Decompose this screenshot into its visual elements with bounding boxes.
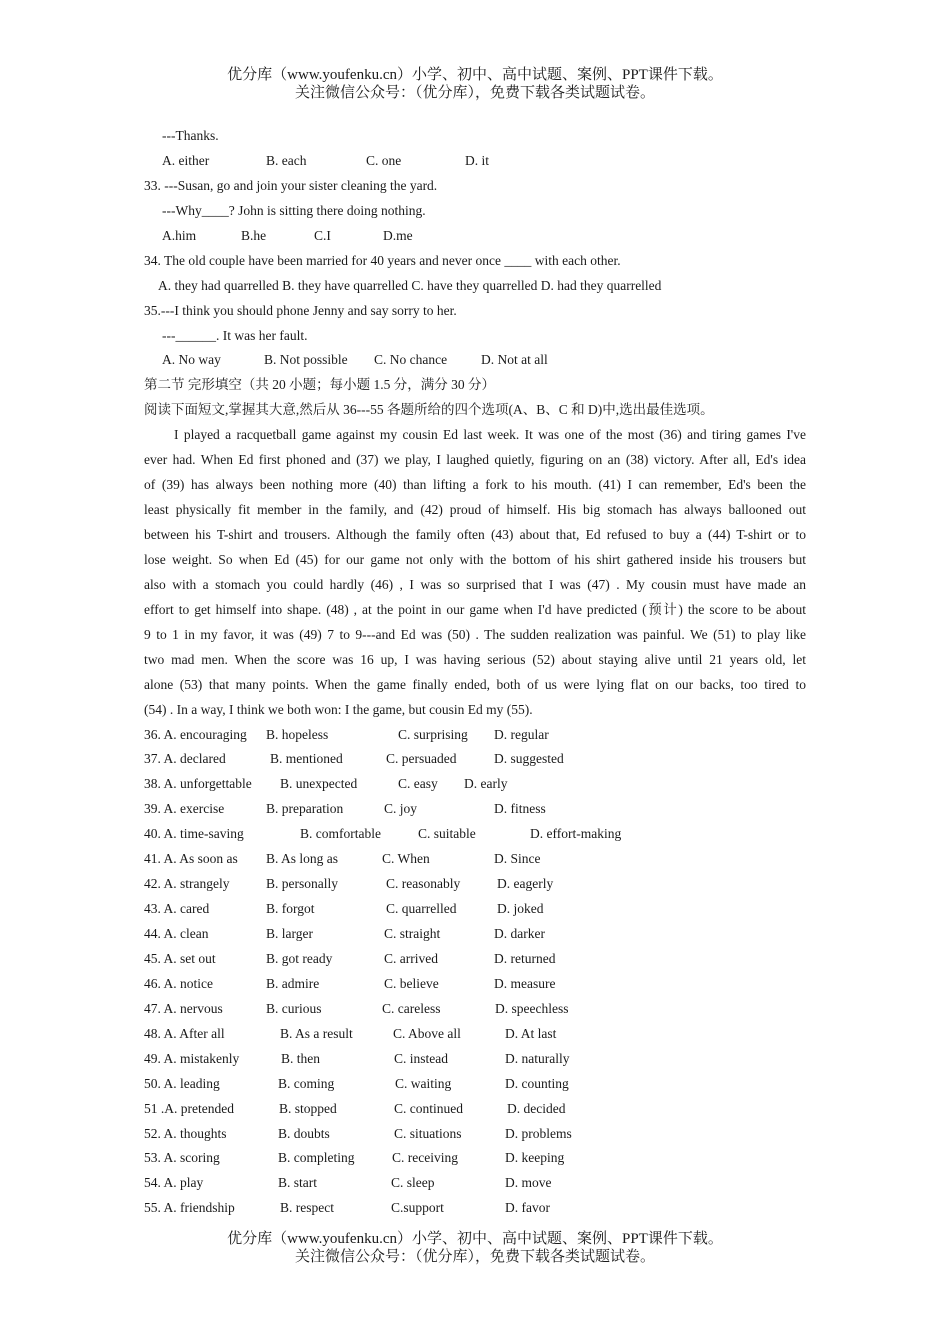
passage-line: also with a stomach you could hardly (46) , I was so surprised that I was (47) . My cousin must have made an bbox=[144, 576, 806, 592]
cloze-option-row bbox=[144, 897, 806, 922]
cloze-option-c: C. suitable bbox=[418, 826, 476, 842]
q35-reply: ---______. It was her fault. bbox=[162, 327, 308, 343]
cloze-option-b: B. respect bbox=[280, 1200, 334, 1216]
passage-line: two mad men. When the score was 16 up, I was having serious (52) about staying alive until 21 years old, let bbox=[144, 651, 806, 667]
passage-line: (54) . In a way, I think we both won: I the game, but cousin Ed my (55). bbox=[144, 701, 533, 717]
q35-option-d: D. Not at all bbox=[481, 352, 548, 368]
cloze-option-b: B. doubts bbox=[278, 1125, 330, 1141]
cloze-option-a: 52. A. thoughts bbox=[144, 1125, 227, 1141]
cloze-option-row bbox=[144, 1072, 806, 1097]
passage-line: lose weight. So when Ed (45) for our game not only with the bottom of his shirt gathered inside his trousers but bbox=[144, 551, 806, 567]
cloze-option-c: C. believe bbox=[384, 975, 439, 991]
cloze-option-c: C. Above all bbox=[393, 1025, 461, 1041]
section-instruction: 阅读下面短文,掌握其大意,然后从 36---55 各题所给的四个选项(A、B、C 和 D)中,选出最佳选项。 bbox=[144, 402, 714, 418]
cloze-option-d: D. keeping bbox=[505, 1150, 565, 1166]
cloze-option-b: B. coming bbox=[278, 1075, 335, 1091]
cloze-option-a: 38. A. unforgettable bbox=[144, 776, 252, 792]
cloze-option-row bbox=[144, 723, 806, 748]
q35-option-b: B. Not possible bbox=[264, 352, 348, 368]
cloze-option-b: B. completing bbox=[278, 1150, 355, 1166]
cloze-option-row bbox=[144, 822, 806, 847]
q34-options: A. they had quarrelled B. they have quarrelled C. have they quarrelled D. had they quarrelled bbox=[158, 277, 662, 293]
cloze-option-d: D. naturally bbox=[505, 1050, 570, 1066]
cloze-option-d: D. At last bbox=[505, 1025, 557, 1041]
cloze-option-b: B. hopeless bbox=[266, 726, 329, 742]
cloze-option-row bbox=[144, 1146, 806, 1171]
cloze-option-c: C. sleep bbox=[391, 1175, 435, 1191]
q32-option-b: B. each bbox=[266, 152, 307, 168]
q32-reply: ---Thanks. bbox=[162, 128, 219, 143]
footer-line-2: 关注微信公众号：（优分库），免费下载各类试题试卷。 bbox=[294, 1249, 655, 1265]
cloze-option-row bbox=[144, 1047, 806, 1072]
cloze-option-c: C. surprising bbox=[398, 726, 468, 742]
cloze-option-d: D. joked bbox=[497, 901, 544, 917]
q33-stem: 33. ---Susan, go and join your sister cleaning the yard. bbox=[144, 177, 438, 193]
cloze-option-b: B. forgot bbox=[266, 901, 315, 917]
cloze-option-c: C. joy bbox=[384, 801, 418, 817]
passage-line: I played a racquetball game against my cousin Ed last week. It was one of the most (36) and tiring games I've bbox=[174, 427, 806, 443]
cloze-option-a: 53. A. scoring bbox=[144, 1150, 220, 1166]
cloze-option-a: 55. A. friendship bbox=[144, 1200, 235, 1216]
cloze-option-b: B. As long as bbox=[266, 851, 339, 867]
cloze-option-c: C. persuaded bbox=[386, 751, 457, 767]
cloze-option-a: 47. A. nervous bbox=[144, 1000, 223, 1016]
header-line-2: 关注微信公众号：（优分库），免费下载各类试题试卷。 bbox=[294, 85, 655, 101]
q34-stem: 34. The old couple have been married for 40 years and never once ____ with each other. bbox=[144, 252, 621, 268]
cloze-option-d: D. early bbox=[464, 776, 508, 792]
cloze-passage bbox=[144, 423, 806, 722]
q32-option-c: C. one bbox=[366, 152, 402, 168]
footer-line-1: 优分库（www.youfenku.cn）小学、初中、高中试题、案例、PPT课件下载。 bbox=[227, 1231, 723, 1247]
cloze-option-row bbox=[144, 1097, 806, 1122]
cloze-option-row bbox=[144, 997, 806, 1022]
cloze-option-b: B. unexpected bbox=[280, 776, 358, 792]
passage-line: ever had. When Ed first phoned and (37) we play, I laughed quietly, figuring on an (38) victory. After all, Ed's idea bbox=[144, 452, 806, 468]
cloze-option-c: C. continued bbox=[394, 1100, 463, 1116]
cloze-option-d: D. counting bbox=[505, 1075, 569, 1091]
cloze-option-c: C. receiving bbox=[392, 1150, 458, 1166]
q33-option-a: A.him bbox=[162, 227, 197, 243]
cloze-options bbox=[144, 723, 806, 1222]
cloze-option-d: D. decided bbox=[507, 1100, 566, 1116]
q35-stem: 35.---I think you should phone Jenny and say sorry to her. bbox=[144, 302, 457, 318]
cloze-option-c: C. When bbox=[382, 851, 430, 867]
cloze-option-row bbox=[144, 1171, 806, 1196]
q33-option-c: C.I bbox=[314, 227, 331, 243]
passage-line: alone (53) that many points. When the game finally ended, both of us were lying flat on our backs, too tired to bbox=[144, 676, 806, 692]
cloze-option-a: 36. A. encouraging bbox=[144, 726, 247, 742]
q33-options bbox=[144, 224, 806, 249]
passage-line: effort to get himself into shape. (48) , at the point in our game when I'd have predicted (预计) the score to be about bbox=[144, 601, 806, 617]
cloze-option-d: D. regular bbox=[494, 726, 549, 742]
cloze-option-d: D. measure bbox=[494, 975, 556, 991]
cloze-option-row bbox=[144, 922, 806, 947]
cloze-option-a: 39. A. exercise bbox=[144, 801, 225, 817]
cloze-option-d: D. fitness bbox=[494, 801, 546, 817]
cloze-option-d: D. move bbox=[505, 1175, 552, 1191]
cloze-option-c: C. quarrelled bbox=[386, 901, 457, 917]
cloze-option-a: 40. A. time-saving bbox=[144, 826, 244, 842]
cloze-option-d: D. darker bbox=[494, 926, 545, 941]
cloze-option-c: C. situations bbox=[394, 1125, 462, 1141]
cloze-option-a: 37. A. declared bbox=[144, 751, 226, 767]
cloze-option-d: D. Since bbox=[494, 851, 541, 867]
cloze-option-a: 41. A. As soon as bbox=[144, 851, 238, 867]
cloze-option-a: 43. A. cared bbox=[144, 901, 210, 917]
cloze-option-c: C. reasonably bbox=[386, 876, 461, 892]
cloze-option-a: 45. A. set out bbox=[144, 950, 216, 966]
cloze-option-row bbox=[144, 797, 806, 822]
cloze-option-b: B. personally bbox=[266, 876, 338, 892]
cloze-option-d: D. favor bbox=[505, 1200, 550, 1216]
cloze-option-b: B. preparation bbox=[266, 801, 344, 817]
cloze-option-row bbox=[144, 1122, 806, 1147]
cloze-option-a: 49. A. mistakenly bbox=[144, 1050, 240, 1066]
cloze-option-b: B. then bbox=[281, 1050, 320, 1066]
cloze-option-row bbox=[144, 972, 806, 997]
cloze-option-c: C. careless bbox=[382, 1000, 441, 1016]
cloze-option-row bbox=[144, 872, 806, 897]
q35-options bbox=[144, 348, 806, 373]
cloze-option-d: D. eagerly bbox=[497, 876, 554, 892]
cloze-option-row bbox=[144, 1022, 806, 1047]
cloze-option-c: C. instead bbox=[394, 1050, 448, 1066]
cloze-option-c: C.support bbox=[391, 1200, 444, 1216]
q33-option-d: D.me bbox=[383, 227, 413, 243]
cloze-option-d: D. effort-making bbox=[530, 826, 622, 842]
cloze-option-row bbox=[144, 772, 806, 797]
cloze-option-a: 48. A. After all bbox=[144, 1025, 225, 1041]
q33-reply: ---Why____? John is sitting there doing nothing. bbox=[162, 202, 426, 218]
cloze-option-b: B. mentioned bbox=[270, 751, 343, 767]
header-line-1: 优分库（www.youfenku.cn）小学、初中、高中试题、案例、PPT课件下载。 bbox=[227, 67, 723, 83]
cloze-option-row bbox=[144, 847, 806, 872]
section-title: 第二节 完形填空（共 20 小题；每小题 1.5 分，满分 30 分） bbox=[144, 377, 495, 393]
exam-content bbox=[144, 124, 806, 1221]
cloze-option-d: D. suggested bbox=[494, 751, 564, 767]
cloze-option-row bbox=[144, 1196, 806, 1221]
q32-option-d: D. it bbox=[465, 152, 490, 168]
cloze-option-b: B. admire bbox=[266, 975, 320, 991]
cloze-option-c: C. arrived bbox=[384, 950, 438, 966]
cloze-option-a: 50. A. leading bbox=[144, 1075, 220, 1091]
cloze-option-b: B. larger bbox=[266, 926, 313, 941]
cloze-option-d: D. problems bbox=[505, 1125, 572, 1141]
cloze-option-b: B. comfortable bbox=[300, 826, 381, 842]
cloze-option-b: B. curious bbox=[266, 1000, 322, 1016]
page-footer bbox=[0, 1230, 950, 1266]
cloze-option-c: C. straight bbox=[384, 926, 441, 941]
cloze-option-row bbox=[144, 947, 806, 972]
page-header bbox=[0, 66, 950, 102]
cloze-option-b: B. got ready bbox=[266, 950, 333, 966]
cloze-option-b: B. stopped bbox=[279, 1100, 337, 1116]
cloze-option-a: 46. A. notice bbox=[144, 975, 213, 991]
cloze-option-c: C. easy bbox=[398, 776, 438, 792]
passage-line: between his T-shirt and trousers. Although the family often (43) about that, Ed refused to buy a (44) T-shirt or to bbox=[144, 527, 806, 542]
q32-option-a: A. either bbox=[162, 152, 210, 168]
q35-option-a: A. No way bbox=[162, 352, 221, 368]
q35-option-c: C. No chance bbox=[374, 352, 448, 368]
passage-line: 9 to 1 in my favor, it was (49) 7 to 9---and Ed was (50) . The sudden realization was painful. We (51) to play like bbox=[144, 626, 806, 642]
cloze-option-a: 54. A. play bbox=[144, 1175, 204, 1191]
cloze-option-a: 44. A. clean bbox=[144, 926, 209, 941]
cloze-option-c: C. waiting bbox=[395, 1075, 452, 1091]
cloze-option-d: D. returned bbox=[494, 950, 556, 966]
cloze-option-b: B. start bbox=[278, 1175, 317, 1191]
cloze-option-a: 51 .A. pretended bbox=[144, 1100, 234, 1116]
cloze-option-d: D. speechless bbox=[495, 1000, 569, 1016]
q32-options bbox=[144, 149, 806, 174]
passage-line: least physically fit member in the family, and (42) proud of himself. His big stomach has always ballooned out bbox=[144, 502, 806, 518]
cloze-option-a: 42. A. strangely bbox=[144, 876, 230, 892]
passage-line: of (39) has always been nothing more (40) than lifting a fork to his mouth. (41) I can remember, Ed's been the bbox=[144, 477, 806, 493]
cloze-option-b: B. As a result bbox=[280, 1025, 353, 1041]
q33-option-b: B.he bbox=[241, 227, 267, 243]
cloze-option-row bbox=[144, 747, 806, 772]
